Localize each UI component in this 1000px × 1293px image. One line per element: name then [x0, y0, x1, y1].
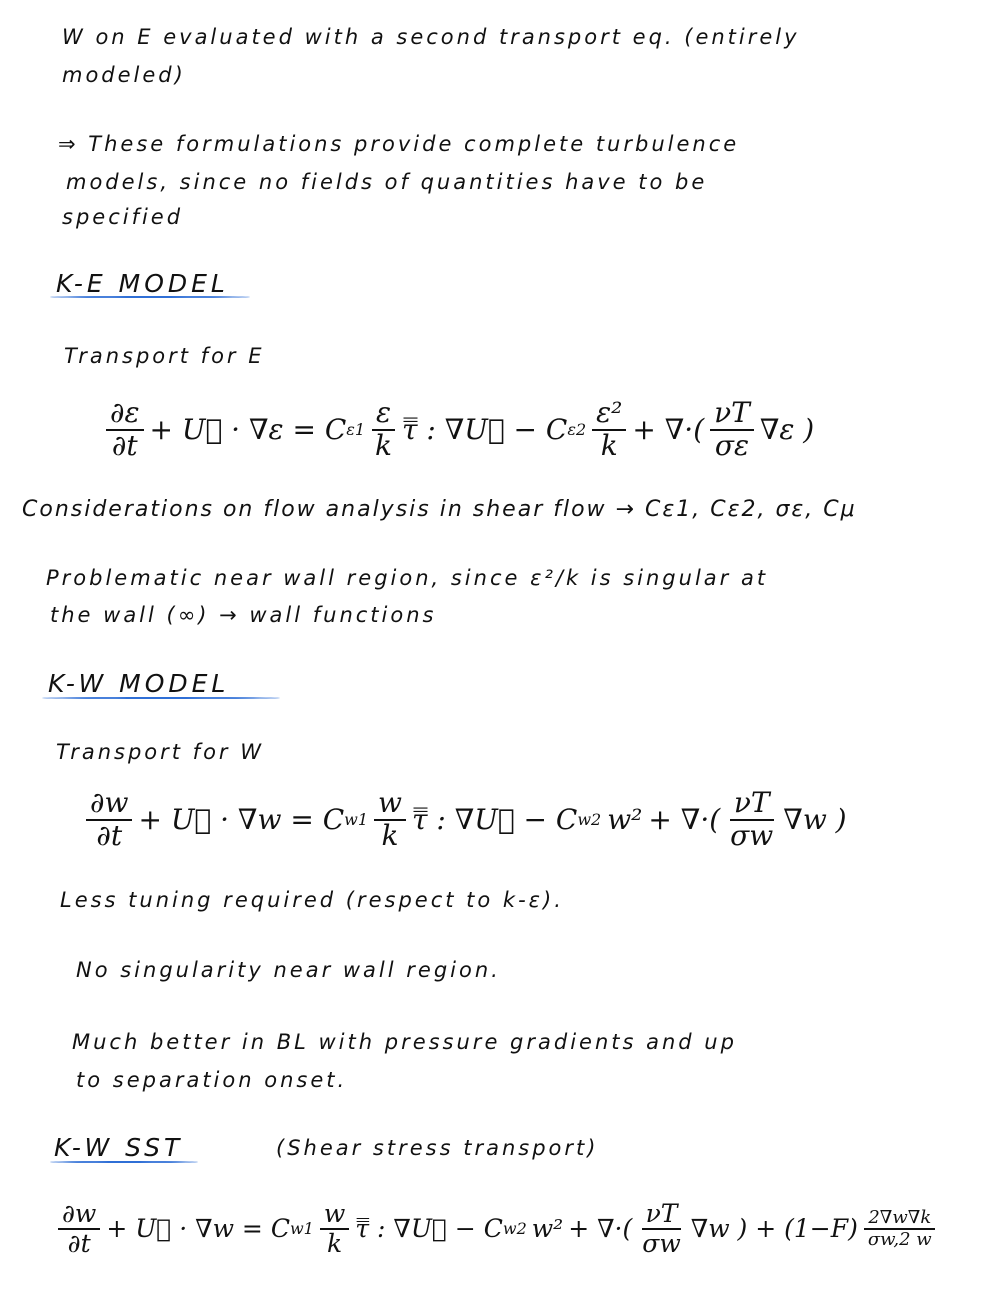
sst-eq-frac4-den: σw,2 w — [867, 1228, 932, 1250]
ke-eq-frac2 — [592, 398, 626, 462]
kw-eq-frac3-den: σw — [730, 818, 774, 852]
ke-eq-frac3-num: νT — [710, 398, 754, 431]
ke-eq-lhs-num: ∂ε — [106, 398, 144, 431]
ke-eq-ce2-sub: ε2 — [567, 420, 587, 440]
kw-note-3-line-2: to separation onset. — [76, 1068, 348, 1092]
intro-arrow-line-3: specified — [62, 205, 184, 229]
ke-heading: K-E MODEL — [56, 269, 229, 298]
kw-eq-frac3 — [726, 788, 777, 852]
intro-line-1: W on E evaluated with a second transport eq. (entirely — [62, 25, 800, 49]
sst-eq-frac3 — [638, 1200, 684, 1257]
kw-eq-diff-post: ∇w ) — [783, 803, 847, 837]
kw-eq-conv: + U⃗ · ∇w = C — [138, 803, 345, 837]
ke-heading-underline — [50, 296, 250, 298]
sst-eq-conv: + U⃗ · ∇w = C — [106, 1214, 290, 1243]
sst-eq-lhs — [58, 1200, 100, 1257]
kw-eq-mid: τ̿ : ∇U⃗ − C — [411, 803, 578, 837]
kw-heading: K-W MODEL — [48, 669, 230, 698]
sst-eq-frac4 — [864, 1208, 936, 1250]
ke-transport-label: Transport for E — [64, 344, 265, 368]
sst-eq-frac1-den: k — [326, 1228, 343, 1258]
ke-problem-line-2: the wall (∞) → wall functions — [50, 603, 437, 627]
kw-eq-diff-pre: + ∇·( — [648, 803, 721, 837]
kw-note-3-line-1: Much better in BL with pressure gradients and up — [72, 1030, 737, 1054]
ke-eq-diff-pre: + ∇·( — [632, 413, 705, 447]
sst-heading-underline — [50, 1161, 198, 1163]
sst-eq-diff-post: ∇w ) + (1−F) — [690, 1214, 858, 1243]
sst-eq-w2: w² — [531, 1214, 564, 1243]
kw-heading-underline — [42, 697, 280, 699]
kw-note-1: Less tuning required (respect to k-ε). — [60, 888, 564, 912]
kw-eq-cw1-sub: w1 — [344, 810, 368, 830]
sst-heading: K-W SST — [54, 1133, 184, 1162]
kw-eq-w2: w² — [607, 803, 643, 837]
ke-eq-conv: + U⃗ · ∇ε = C — [149, 413, 347, 447]
ke-eq-mid: τ̿ : ∇U⃗ − C — [401, 413, 568, 447]
intro-line-2: modeled) — [62, 63, 186, 87]
sst-eq-cw1-sub: w1 — [289, 1219, 314, 1238]
ke-eq-frac1-den: k — [375, 428, 392, 462]
ke-considerations: Considerations on flow analysis in shear flow → Cε1, Cε2, σε, Cμ — [22, 497, 857, 522]
sst-eq-frac3-den: σw — [642, 1228, 681, 1258]
sst-eq-frac3-num: νT — [642, 1200, 682, 1230]
ke-eq-frac2-num: ε² — [592, 398, 626, 431]
sst-eq-diff-pre: + ∇·( — [568, 1214, 633, 1243]
sst-eq-lhs-num: ∂w — [58, 1200, 100, 1230]
kw-eq-frac1 — [374, 788, 406, 852]
sst-subtitle: (Shear stress transport) — [276, 1136, 599, 1160]
ke-eq-frac1-num: ε — [372, 398, 395, 431]
kw-eq-frac3-num: νT — [730, 788, 774, 821]
ke-problem-line-1: Problematic near wall region, since ε²/k is singular at — [46, 566, 769, 590]
kw-transport-label: Transport for W — [56, 740, 264, 764]
ke-eq-frac2-den: k — [600, 428, 618, 462]
sst-eq-mid: τ̿ : ∇U⃗ − C — [355, 1214, 503, 1243]
kw-note-2: No singularity near wall region. — [76, 958, 501, 982]
intro-arrow-line-1: ⇒ These formulations provide complete turbulence — [58, 132, 740, 156]
ke-eq-lhs-den: ∂t — [111, 428, 138, 462]
ke-eq-lhs — [106, 398, 144, 462]
sst-eq-frac1 — [320, 1200, 349, 1257]
kw-eq-cw2-sub: w2 — [577, 810, 602, 830]
ke-eq-frac1 — [371, 398, 396, 462]
kw-eq-lhs — [86, 788, 132, 852]
sst-eq-cw2-sub: w2 — [502, 1219, 527, 1238]
kw-eq-frac1-den: k — [381, 818, 399, 852]
ke-eq-frac3-den: σε — [714, 428, 750, 462]
ke-eq-diff-post: ∇ε ) — [759, 413, 815, 447]
ke-equation — [100, 398, 814, 462]
sst-equation — [52, 1200, 942, 1257]
sst-eq-lhs-den: ∂t — [67, 1228, 91, 1258]
kw-eq-lhs-num: ∂w — [86, 788, 132, 821]
sst-eq-frac4-num: 2∇w∇k — [864, 1208, 935, 1230]
kw-eq-lhs-den: ∂t — [96, 818, 123, 852]
ke-eq-ce1-sub: ε1 — [346, 420, 366, 440]
intro-arrow-line-2: models, since no fields of quantities have to be — [66, 170, 708, 194]
ke-eq-frac3 — [710, 398, 754, 462]
sst-eq-frac1-num: w — [320, 1200, 349, 1230]
kw-equation — [80, 788, 847, 852]
kw-eq-frac1-num: w — [374, 788, 406, 821]
